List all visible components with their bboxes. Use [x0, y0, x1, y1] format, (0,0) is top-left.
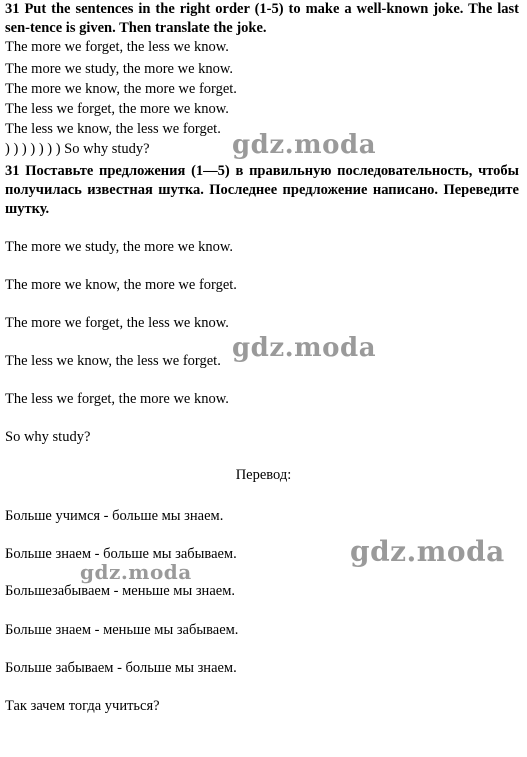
- watermark: gdz.moda: [232, 333, 377, 363]
- answer-line-6: So why study?: [5, 429, 91, 445]
- translation-title: Перевод:: [235, 467, 292, 483]
- translation-line-6: Так зачем тогда учиться?: [5, 698, 160, 714]
- task-line-1: The more we forget, the less we know.: [5, 39, 229, 55]
- translation-line-1: Больше учимся - больше мы знаем.: [5, 508, 224, 524]
- answer-line-3: The more we forget, the less we know.: [5, 315, 229, 331]
- translation-line-3: Большезабываем - меньше мы знаем.: [5, 583, 235, 599]
- watermark: gdz.moda: [232, 130, 377, 160]
- translation-line-5: Больше забываем - больше мы знаем.: [5, 660, 237, 676]
- translation-line-4: Больше знаем - меньше мы забываем.: [5, 622, 239, 638]
- watermark: gdz.moda: [350, 535, 505, 568]
- translation-line-2: Больше знаем - больше мы забываем.: [5, 546, 237, 562]
- answer-line-5: The less we forget, the more we know.: [5, 391, 229, 407]
- answer-line-2: The more we know, the more we forget.: [5, 277, 237, 293]
- answer-line-1: The more we study, the more we know.: [5, 239, 234, 255]
- task-heading-en: 31 Put the sentences in the right order (1-5) to make a well-known joke. The last sen-tence is given. Then translate the joke.: [5, 1, 519, 36]
- task-line-3: The more we know, the more we forget.: [5, 81, 237, 97]
- task-line-2: The more we study, the more we know.: [5, 61, 234, 77]
- task-line-4: The less we forget, the more we know.: [5, 101, 229, 117]
- watermark: gdz.moda: [80, 560, 192, 584]
- task-line-6: ) ) ) ) ) ) ) So why study?: [5, 141, 150, 157]
- task-line-5: The less we know, the less we forget.: [5, 121, 221, 137]
- answer-line-4: The less we know, the less we forget.: [5, 353, 221, 369]
- task-heading-ru: 31 Поставьте предложения (1—5) в правильную последовательность, чтобы получилась известная шутка. Последнее предложение написано. Переведите шутку.: [5, 163, 519, 217]
